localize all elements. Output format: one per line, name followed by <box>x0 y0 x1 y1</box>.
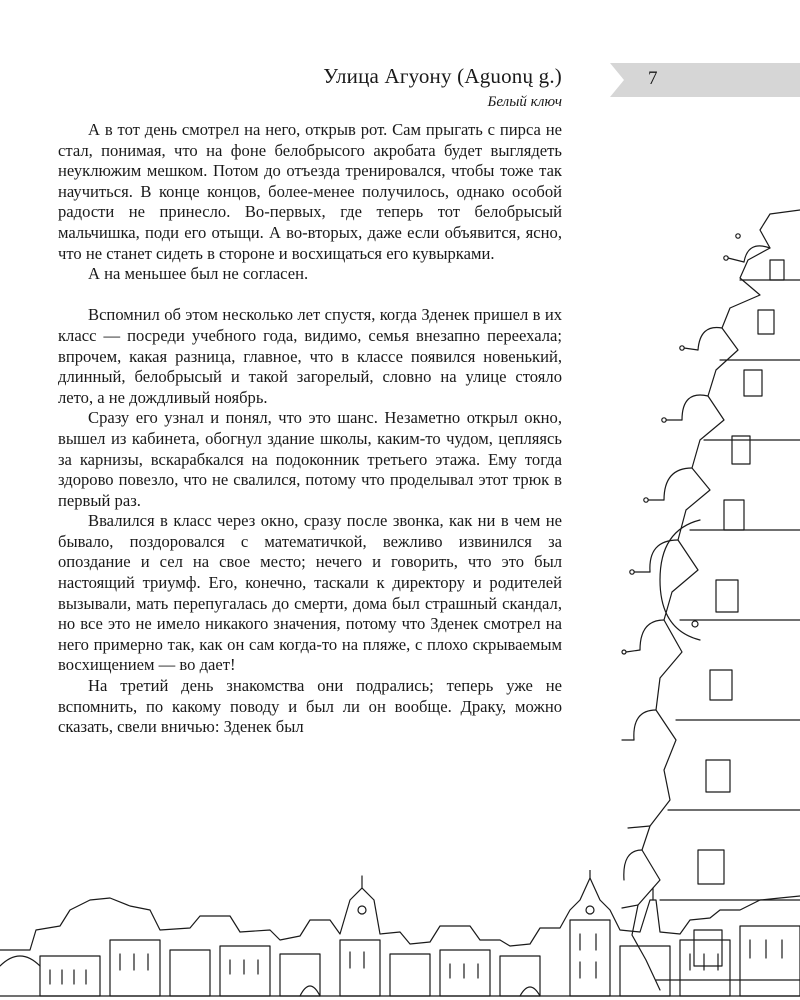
paragraph-3: Вспомнил об этом несколько лет спустя, когда Зденек пришел в их класс — посреди учебного года, видимо, семья внезапно переехала; впрочем, какая разница, главное, что в классе появился новенький, длинный, белобрысый и такой загорелый, словно на улице стояло лето, а не дождливый ноябрь. <box>58 305 562 407</box>
paragraph-1: А в тот день смотрел на него, открыв рот. Сам прыгать с пирса не стал, понимая, что на фоне белобрысого акробата будет выглядеть неуклюжим мешком. Потом до отъезда тренировался, чтобы тоже так научиться. В конце концов, более-менее получилось, однако особой радости не принесло. Во-первых, где теперь тот белобрысый мальчишка, поди его отыщи. А во-вторых, даже если объявится, ясно, что не станет сидеть в стороне и восхищаться его кувырками. <box>58 120 562 263</box>
body-text <box>58 120 562 738</box>
running-header-subtitle: Белый ключ <box>487 94 562 110</box>
skyline-illustration-bottom <box>0 870 800 1000</box>
paragraph-4: Сразу его узнал и понял, что это шанс. Незаметно открыл окно, вышел из кабинета, обогнул здание школы, каким-то чудом, цепляясь за карнизы, вскарабкался на подоконник третьего этажа. Ему тогда здорово повезло, что не свалился, потому что проделывал этот трюк в первый раз. <box>58 408 562 510</box>
paragraph-2: А на меньшее был не согласен. <box>88 264 309 284</box>
paragraph-6: На третий день знакомства они подрались; теперь уже не вспомнить, по какому поводу и был ли он вообще. Драку, можно сказать, свели вничью: Зденек был <box>58 676 562 737</box>
page-number: 7 <box>648 68 658 89</box>
page-number-tab <box>610 63 800 97</box>
running-header-title: Улица Агуону (Aguonų g.) <box>323 64 562 88</box>
paragraph-5: Ввалился в класс через окно, сразу после звонка, как ни в чем не бывало, поздоровался с математичкой, вежливо извинился за опоздание и сел на свое место; нечего и говорить, что это был настоящий триумф. Его, конечно, таскали к директору и родителей вызывали, мать перепугалась до смерти, дома был страшный скандал, но все это не имело никакого значения, потому что Зденек смотрел на него примерно так, как он сам когда-то на пляже, с плохо скрываемым восхищением — во дает! <box>58 511 562 675</box>
